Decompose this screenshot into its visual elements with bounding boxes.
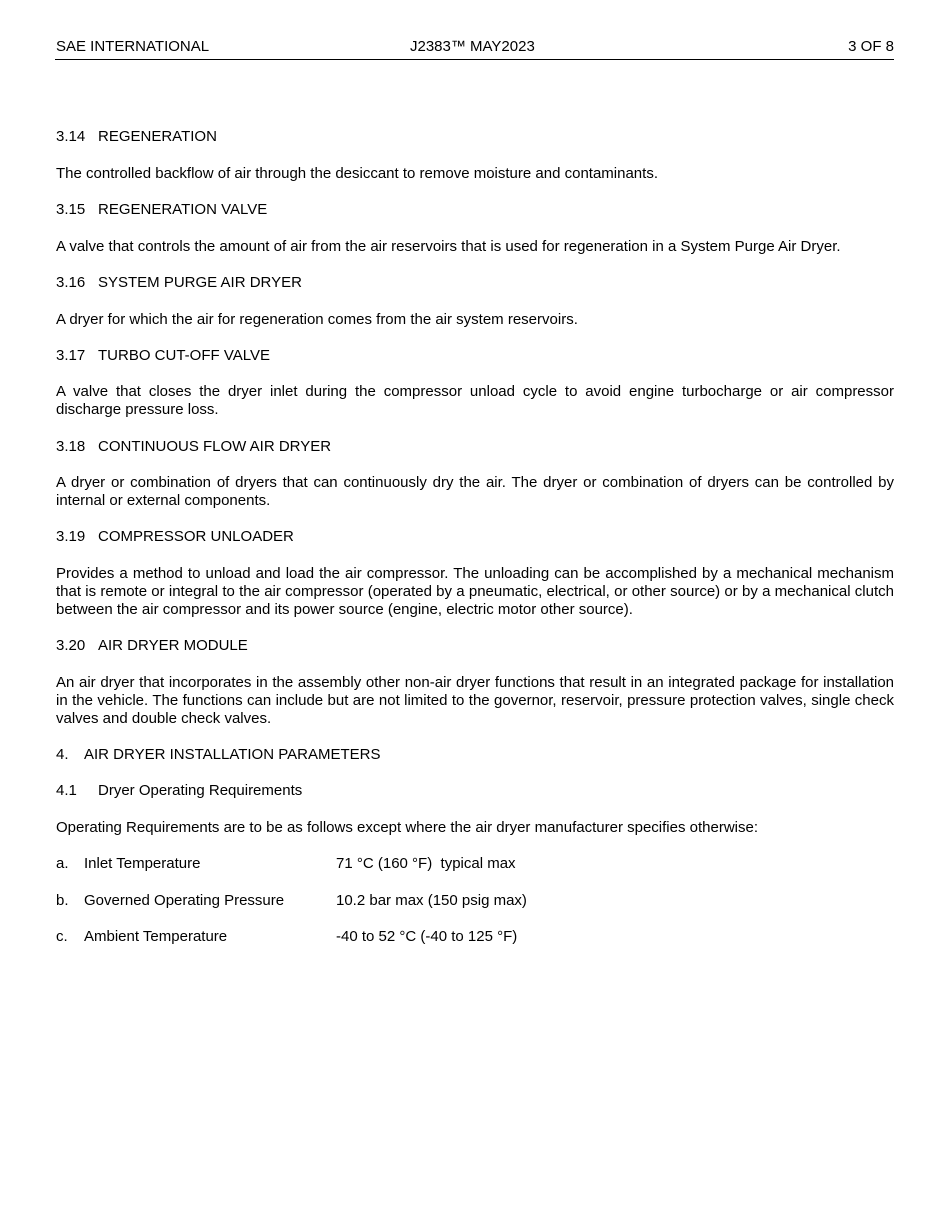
- section-body: An air dryer that incorporates in the assembly other non-air dryer functions that result in an integrated package for installation in the vehicle. The functions can include but are not limited to the governor, reservoir, pressure protection valves, single check valves and double check valves.: [56, 674, 894, 727]
- requirement-name: Ambient Temperature: [84, 928, 228, 945]
- section-number: 3.20: [56, 637, 86, 654]
- section-heading: [56, 438, 894, 456]
- requirement-value: -40 to 52 °C (-40 to 125 °F): [336, 928, 518, 945]
- section-heading: [56, 128, 894, 146]
- subsection-intro: Operating Requirements are to be as follows except where the air dryer manufacturer specifies otherwise:: [56, 819, 759, 836]
- section-number: 3.16: [56, 274, 86, 291]
- section-body: The controlled backflow of air through the desiccant to remove moisture and contaminants.: [56, 165, 658, 182]
- section-title: COMPRESSOR UNLOADER: [98, 528, 294, 545]
- section-title: REGENERATION VALVE: [98, 201, 268, 218]
- section-number: 3.14: [56, 128, 86, 145]
- section-heading: [56, 274, 894, 292]
- subsection-title: Dryer Operating Requirements: [98, 782, 303, 799]
- section-title: CONTINUOUS FLOW AIR DRYER: [98, 438, 332, 455]
- section-title: AIR DRYER INSTALLATION PARAMETERS: [84, 746, 381, 763]
- requirement-value: 10.2 bar max (150 psig max): [336, 892, 527, 909]
- list-item-label: b.: [56, 892, 69, 909]
- section-heading: [56, 528, 894, 546]
- header-organization: SAE INTERNATIONAL: [56, 38, 210, 55]
- requirement-name: Governed Operating Pressure: [84, 892, 285, 909]
- section-number: 3.17: [56, 347, 86, 364]
- requirement-name: Inlet Temperature: [84, 855, 201, 872]
- section-title: AIR DRYER MODULE: [98, 637, 248, 654]
- section-heading: [56, 746, 894, 764]
- subsection-number: 4.1: [56, 782, 77, 799]
- subsection-heading: [56, 782, 894, 800]
- section-title: REGENERATION: [98, 128, 217, 145]
- list-item-label: a.: [56, 855, 69, 872]
- header-document-id: J2383™ MAY2023: [410, 38, 535, 55]
- requirement-value: 71 °C (160 °F) typical max: [336, 855, 516, 872]
- section-title: TURBO CUT-OFF VALVE: [98, 347, 270, 364]
- section-heading: [56, 637, 894, 655]
- section-body: A valve that closes the dryer inlet during the compressor unload cycle to avoid engine turbocharge or air compressor discharge pressure loss.: [56, 383, 894, 418]
- section-title: SYSTEM PURGE AIR DRYER: [98, 274, 302, 291]
- section-heading: [56, 201, 894, 219]
- header-page-number: 3 OF 8: [848, 38, 894, 55]
- section-number: 3.19: [56, 528, 86, 545]
- section-number: 3.18: [56, 438, 86, 455]
- section-body: A valve that controls the amount of air from the air reservoirs that is used for regeneration in a System Purge Air Dryer.: [56, 238, 841, 255]
- list-item-label: c.: [56, 928, 68, 945]
- section-body: A dryer for which the air for regeneration comes from the air system reservoirs.: [56, 311, 578, 328]
- section-heading: [56, 347, 894, 365]
- section-body: Provides a method to unload and load the air compressor. The unloading can be accomplished by a mechanical mechanism that is remote or integral to the air compressor (operated by a pneumatic, electrical, or other source) or by a mechanical clutch between the air compressor and its power source (engine, electric motor other source).: [56, 565, 894, 618]
- header-rule: [55, 59, 894, 60]
- section-body: A dryer or combination of dryers that can continuously dry the air. The dryer or combination of dryers can be controlled by internal or external components.: [56, 474, 894, 509]
- section-number: 3.15: [56, 201, 86, 218]
- section-number: 4.: [56, 746, 69, 763]
